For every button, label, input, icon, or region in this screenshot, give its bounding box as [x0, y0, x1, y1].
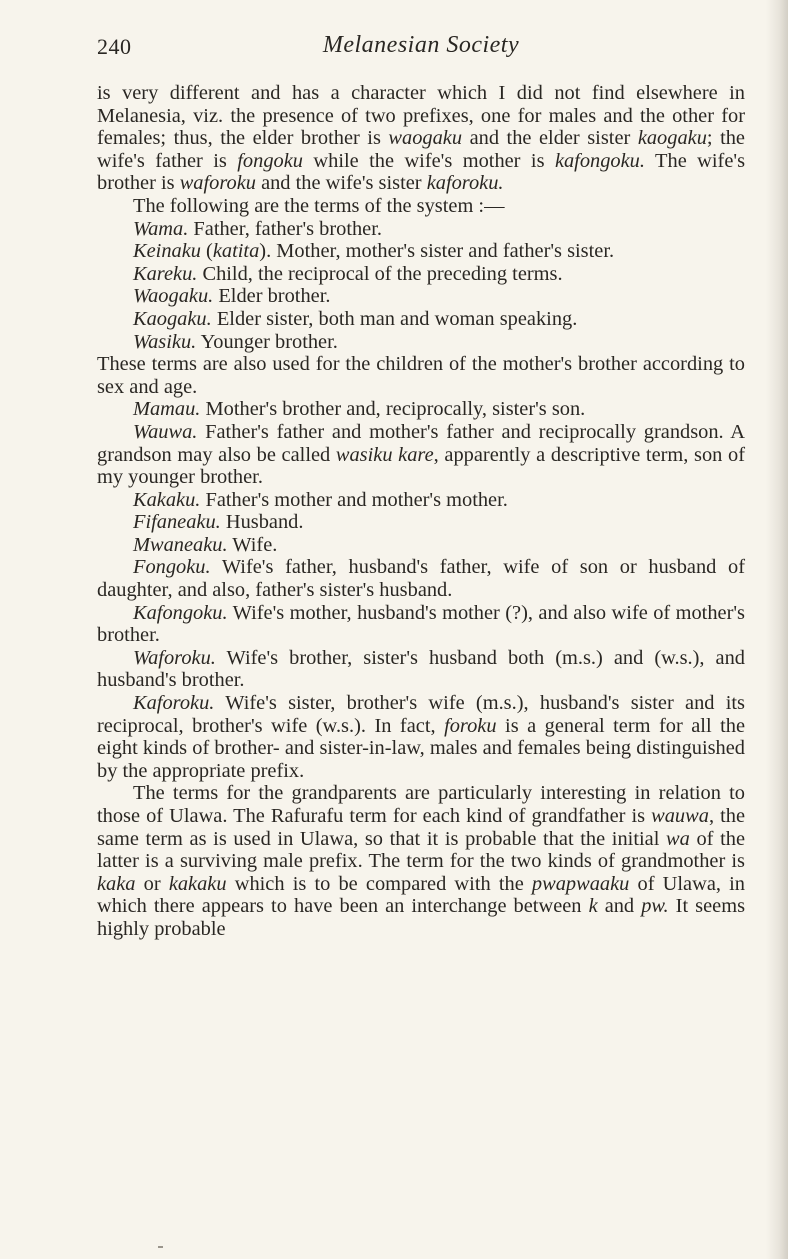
- term-definition: Father, father's brother.: [188, 217, 382, 240]
- text-run: while the wife's mother is: [302, 149, 555, 172]
- term-italic: kaogaku: [637, 127, 707, 150]
- term-italic: kafongoku.: [554, 149, 645, 172]
- term-entry-kaforoku: [97, 692, 745, 782]
- text-run: of Ulawa, in which there appears to have been an interchange between: [97, 872, 745, 918]
- term-definition: is a general term for all the eight kinds of brother- and sister-in-law, males and females being distinguished by the appropriate prefix.: [97, 714, 745, 782]
- term-definition: Father's mother and mother's mother.: [200, 488, 508, 511]
- term-italic: Fongoku.: [133, 556, 211, 579]
- term-entry-kaogaku: [97, 308, 745, 331]
- term-italic: Waforoku.: [133, 646, 216, 669]
- term-entry-wasiku: [97, 331, 745, 354]
- text-run: The terms for the grandparents are particularly interesting in relation to those of Ulawa. The Rafurafu term for each kind of grandfather is: [97, 782, 745, 827]
- term-italic: Kaogaku.: [133, 307, 212, 330]
- term-italic: wauwa: [651, 805, 709, 827]
- term-definition: Mother's brother and, reciprocally, sister's son.: [200, 398, 586, 421]
- term-definition: Elder sister, both man and woman speaking.: [211, 307, 578, 330]
- term-italic: fongoku: [237, 149, 303, 172]
- term-italic: foroku: [444, 714, 497, 737]
- term-entry-kareku: [97, 263, 745, 286]
- paragraph-intro: The following are the terms of the system :—: [133, 194, 505, 217]
- term-italic: Wauwa.: [133, 420, 198, 443]
- paragraph-prefixes: [97, 82, 745, 195]
- term-entry-mamau: [97, 398, 745, 421]
- term-entry-kakaku: [97, 489, 745, 512]
- term-italic: Mamau.: [133, 398, 201, 421]
- paragraph-grandparents: [97, 782, 745, 940]
- term-entry-wama: [97, 218, 745, 241]
- page-edge-shadow: [766, 0, 788, 1259]
- term-italic: Kafongoku.: [133, 601, 228, 624]
- text-run: of the latter is a surviving male prefix. The term for the two kinds of grandmother is: [97, 827, 746, 873]
- term-entry-keinaku: [97, 240, 745, 263]
- term-italic: kakaku: [168, 872, 227, 895]
- print-speck: [158, 1246, 163, 1248]
- term-definition: Wife.: [227, 533, 278, 556]
- term-definition: Mother, mother's sister and father's sister.: [271, 240, 615, 263]
- term-definition: Younger brother.: [196, 330, 338, 353]
- term-italic: Kaforoku.: [133, 692, 215, 715]
- text-run: and the elder sister: [462, 127, 638, 150]
- text-run: , the same term as is used in Ulawa, so that it is probable that the initial: [97, 805, 746, 850]
- page-header: [97, 30, 745, 66]
- text-run: It seems highly probable: [97, 895, 746, 940]
- term-italic: wasiku kare: [335, 443, 434, 466]
- term-italic: kaforoku.: [426, 172, 504, 195]
- text-run: or: [135, 872, 169, 895]
- term-entry-waforoku: [97, 647, 745, 692]
- term-italic: Wama.: [133, 217, 189, 240]
- text-run: and the wife's sister: [255, 172, 427, 195]
- term-definition: Wife's brother, sister's husband both (m.s.) and (w.s.), and husband's brother.: [97, 646, 745, 692]
- term-italic: katita: [212, 240, 260, 263]
- term-italic: Mwaneaku.: [133, 533, 228, 556]
- term-italic: pwapwaaku: [531, 872, 630, 895]
- term-definition: Child, the reciprocal of the preceding terms.: [197, 262, 563, 285]
- text-run: The wife's brother is: [97, 149, 746, 195]
- term-italic: Waogaku.: [133, 285, 214, 308]
- term-entry-wauwa: [97, 421, 745, 489]
- text-run: ; the wife's father is: [97, 127, 745, 172]
- term-entry-kafongoku: [97, 602, 745, 647]
- term-definition: Husband.: [220, 511, 304, 534]
- term-entry-waogaku: [97, 285, 745, 308]
- term-definition: Wife's sister, brother's wife (m.s.), husband's sister and its reciprocal, brother's wife (w.s.). In fact,: [97, 692, 745, 737]
- text-run: which is to be compared with the: [226, 872, 532, 895]
- text-run: (: [200, 240, 213, 263]
- term-italic: wa: [666, 827, 690, 850]
- term-entry-mwaneaku: [97, 534, 745, 557]
- body-text: [97, 82, 745, 941]
- text-run: is very different and has a character which I did not find elsewhere in Melanesia, viz. the presence of two prefixes, one for males and the other for females; thus, the elder brother is: [97, 82, 745, 150]
- term-definition: Elder brother.: [213, 285, 331, 308]
- term-entry-fongoku: [97, 556, 745, 601]
- term-definition: , apparently a descriptive term, son of my younger brother.: [97, 443, 746, 489]
- term-italic: Keinaku: [133, 240, 201, 263]
- term-definition: Father's father and mother's father and reciprocally grandson. A grandson may also be called: [97, 420, 745, 466]
- running-head: Melanesian Society: [322, 32, 520, 58]
- term-italic: Kakaku.: [133, 488, 201, 511]
- text-run: and: [597, 895, 642, 918]
- term-italic: Kareku.: [133, 262, 198, 285]
- term-entry-fifaneaku: [97, 511, 745, 534]
- term-italic: waforoku: [179, 172, 256, 195]
- term-italic: kaka: [97, 872, 136, 895]
- term-italic: k: [588, 895, 598, 918]
- term-italic: Fifaneaku.: [133, 511, 221, 534]
- term-italic: Wasiku.: [133, 330, 197, 353]
- term-italic: pw.: [641, 895, 669, 918]
- term-definition: Wife's mother, husband's mother (?), and also wife of mother's brother.: [97, 601, 745, 647]
- term-italic: waogaku: [388, 127, 463, 150]
- term-definition: Wife's father, husband's father, wife of son or husband of daughter, and also, father's sister's husband.: [97, 556, 745, 602]
- text-run: ).: [259, 240, 272, 263]
- paragraph-note-children: These terms are also used for the children of the mother's brother according to sex and age.: [97, 353, 745, 398]
- page-number: 240: [97, 34, 132, 59]
